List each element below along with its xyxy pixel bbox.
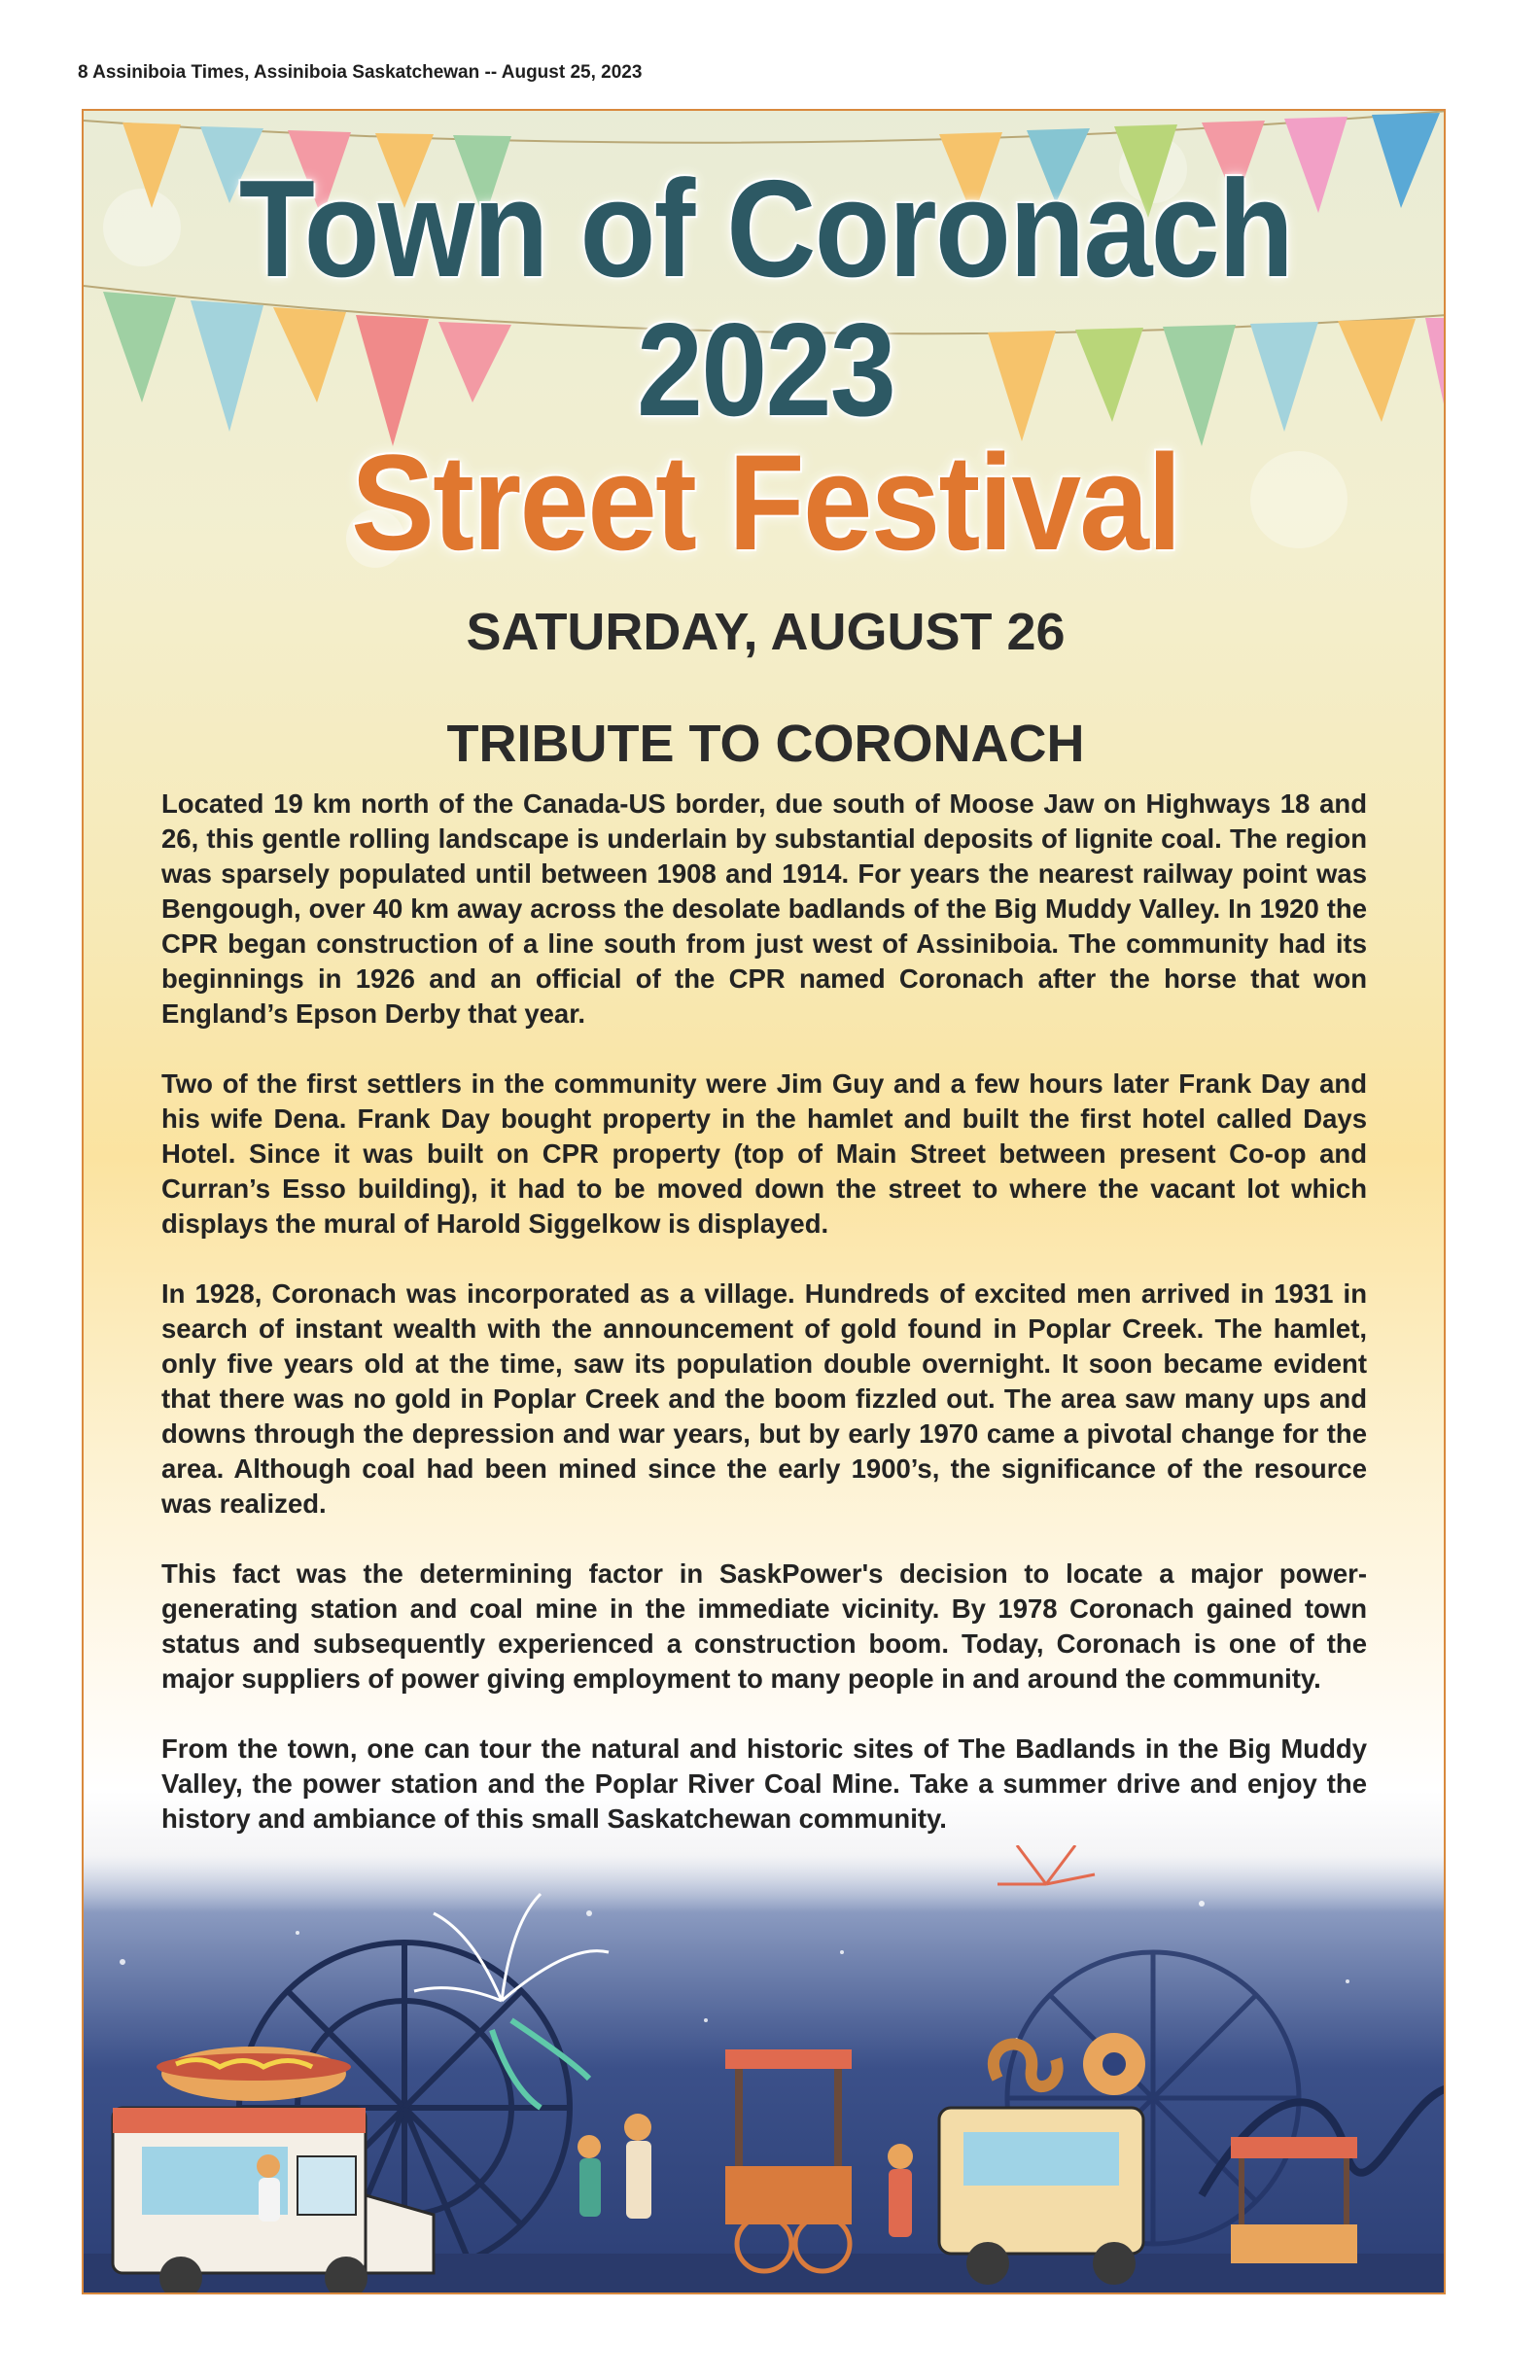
paragraph-2: Two of the first settlers in the community were Jim Guy and a few hours later Frank Day and his wife Dena. Frank Day bought property in the hamlet and built the first hotel called Days Hotel. Since it was built on CPR property (top of Main Street between present Co-op and Curran’s Esso building), it had to be moved down the street to where the vacant lot which displays the mural of Harold Siggelkow is displayed. (161, 1068, 1367, 1239)
tribute-heading: TRIBUTE TO CORONACH (446, 715, 1085, 773)
tribute-body (161, 787, 1367, 1872)
page-header: 8 Assiniboia Times, Assiniboia Saskatchewan -- August 25, 2023 (78, 62, 643, 83)
title-town-of-coronach: Town of Coronach (238, 152, 1293, 306)
carnival-scene (84, 1845, 1446, 2292)
title-year: 2023 (636, 296, 895, 443)
paragraph-4: This fact was the determining factor in SaskPower's decision to locate a major power-generating station and coal mine in the immediate vicinity. By 1978 Coronach gained town status and subsequently experienced a construction boom. Today, Coronach is one of the major suppliers of power giving employment to many people in and around the community. (161, 1558, 1367, 1694)
paragraph-1: Located 19 km north of the Canada-US border, due south of Moose Jaw on Highways 18 and 26, this gentle rolling landscape is underlain by substantial deposits of lignite coal. The region was sparsely populated until between 1908 and 1914. For years the nearest railway point was Bengough, over 40 km away across the desolate badlands of the Big Muddy Valley. In 1920 the CPR began construction of a line south from just west of Assiniboia. The community had its beginnings in 1926 and an official of the CPR named Coronach after the horse that won England’s Epson Derby that year. (161, 788, 1367, 1029)
paragraph-5: From the town, one can tour the natural and historic sites of The Badlands in the Big Muddy Valley, the power station and the Poplar River Coal Mine. Take a summer drive and enjoy the history and ambiance of this small Saskatchewan community. (161, 1733, 1367, 1834)
festival-ad (82, 109, 1446, 2294)
title-street-festival: Street Festival (351, 426, 1180, 578)
paragraph-3: In 1928, Coronach was incorporated as a village. Hundreds of excited men arrived in 1931 in search of instant wealth with the announcement of gold found in Poplar Creek. The hamlet, only five years old at the time, saw its population double overnight. It soon became evident that there was no gold in Poplar Creek and the boom fizzled out. The area saw many ups and downs through the depression and war years, but by early 1970 came a pivotal change for the area. Although coal had been mined since the early 1900’s, the significance of the resource was realized. (161, 1278, 1367, 1519)
event-date: SATURDAY, AUGUST 26 (466, 603, 1066, 661)
